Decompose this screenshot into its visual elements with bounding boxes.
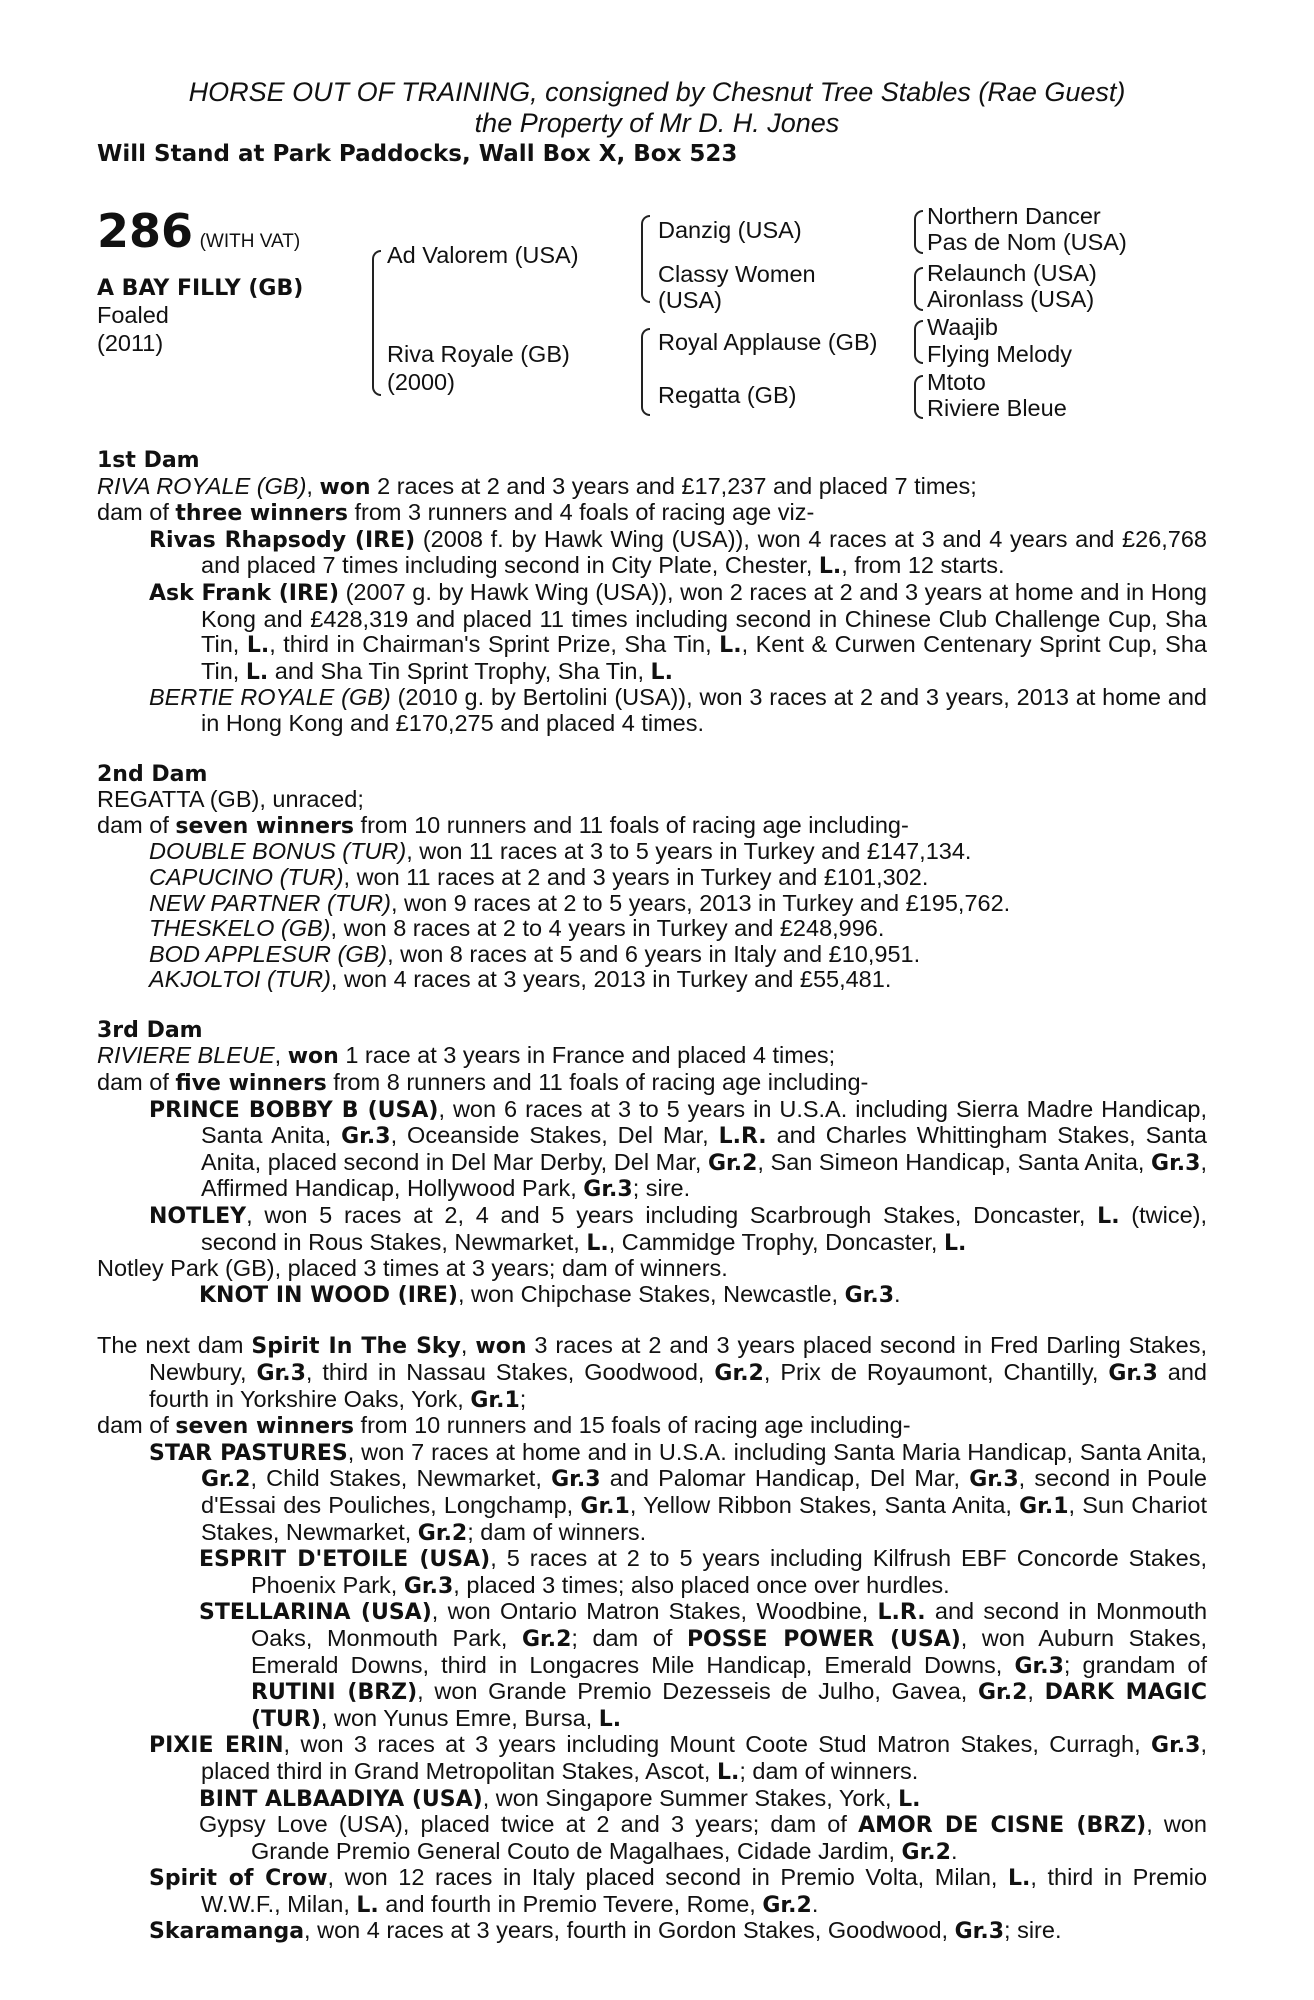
sss: Northern Dancer: [927, 203, 1101, 229]
dam-dam: Regatta (GB): [658, 382, 797, 408]
produce-entry: Skaramanga, won 4 races at 3 years, fourth in Gordon Stakes, Goodwood, Gr.3; sire.: [149, 1917, 1062, 1945]
produce-entry: Notley Park (GB), placed 3 times at 3 years; dam of winners.: [97, 1255, 728, 1282]
produce-entry: NEW PARTNER (TUR), won 9 races at 2 to 5 years, 2013 in Turkey and £195,762.: [149, 889, 1011, 916]
catalogue-body: [97, 448, 1207, 1970]
grand-produce-entry: KNOT IN WOOD (IRE), won Chipchase Stakes, Newcastle, Gr.3.: [199, 1280, 901, 1308]
produce-entry: Ask Frank (IRE) (2007 g. by Hawk Wing (USA)), won 2 races at 2 and 3 years at home and in Hong Kong and £428,319 and placed 11 times including second in Chinese Club Challenge Cup, Sha Tin, L., third in Chairman's Sprint Prize, Sha Tin, L., Kent & Curwen Centenary Sprint Cup, Sha Tin, L. and Sha Tin Sprint Trophy, Sha Tin, L.: [149, 578, 1207, 685]
sire-sire: Danzig (USA): [658, 217, 802, 243]
consignor-line: HORSE OUT OF TRAINING, consigned by Chesnut Tree Stables (Rae Guest): [188, 77, 1126, 107]
first-dam-section: [97, 448, 1207, 737]
sire-dam-line2: (USA): [658, 287, 722, 313]
dds: Mtoto: [927, 369, 986, 395]
grand-produce-entry: BINT ALBAADIYA (USA), won Singapore Summer Stakes, York, L.: [199, 1784, 921, 1812]
brace-dd-parents: [914, 375, 923, 419]
produce-entry: Spirit of Crow, won 12 races in Italy placed second in Premio Volta, Milan, L., third in Premio W.W.F., Milan, L. and fourth in Premio Tevere, Rome, Gr.2.: [149, 1864, 1208, 1918]
lot-number: 286: [97, 204, 194, 258]
dam-year: (2000): [387, 369, 455, 395]
second-dam-record: REGATTA (GB), unraced;: [97, 786, 364, 813]
first-dam-record: RIVA ROYALE (GB), won 2 races at 2 and 3 years and £17,237 and placed 7 times;: [97, 472, 977, 500]
produce-entry: AKJOLTOI (TUR), won 4 races at 3 years, 2013 in Turkey and £55,481.: [149, 966, 892, 993]
dss: Waajib: [927, 314, 998, 340]
foaled-label: Foaled: [97, 302, 169, 328]
grand-produce-entry: STELLARINA (USA), won Ontario Matron Stakes, Woodbine, L.R. and second in Monmouth Oaks, Monmouth Park, Gr.2; dam of POSSE POWER (USA), won Auburn Stakes, Emerald Downs, third in Longacres Mile Handicap, Emerald Downs, Gr.3; grandam of RUTINI (BRZ), won Grande Premio Dezesseis de Julho, Gavea, Gr.2, DARK MAGIC (TUR), won Yunus Emre, Bursa, L.: [199, 1598, 1208, 1732]
second-dam-produce-summary: dam of seven winners from 10 runners and 11 foals of racing age including-: [97, 811, 909, 839]
produce-entry: Rivas Rhapsody (IRE) (2008 f. by Hawk Wing (USA)), won 4 races at 3 and 4 years and £26,768 and placed 7 times including second in City Plate, Chester, L., from 12 starts.: [149, 525, 1207, 580]
sire-dam-line1: Classy Women: [658, 261, 816, 287]
produce-entry: NOTLEY, won 5 races at 2, 4 and 5 years including Scarbrough Stakes, Doncaster, L. (twice), second in Rous Stakes, Newmarket, L., Cammidge Trophy, Doncaster, L.: [149, 1202, 1207, 1256]
foaled-year: (2011): [97, 330, 164, 356]
stand-location: Will Stand at Park Paddocks, Wall Box X, Box 523: [97, 141, 738, 167]
next-dam-record: The next dam Spirit In The Sky, won 3 races at 2 and 3 years placed second in Fred Darling Stakes, Newbury, Gr.3, third in Nassau Stakes, Goodwood, Gr.2, Prix de Royaumont, Chantilly, Gr.3 and fourth in Yorkshire Oaks, York, Gr.1;: [97, 1332, 1207, 1413]
produce-entry: BOD APPLESUR (GB), won 8 races at 5 and 6 years in Italy and £10,951.: [149, 940, 921, 967]
vat-note: (WITH VAT): [199, 231, 301, 252]
produce-entry: DOUBLE BONUS (TUR), won 11 races at 3 to 5 years in Turkey and £147,134.: [149, 838, 972, 865]
produce-entry: CAPUCINO (TUR), won 11 races at 2 and 3 years in Turkey and £101,302.: [149, 863, 929, 890]
grand-produce-entry: ESPRIT D'ETOILE (USA), 5 races at 2 to 5 years including Kilfrush EBF Concorde Stakes, Phoenix Park, Gr.3, placed 3 times; also placed once over hurdles.: [199, 1545, 1207, 1599]
dam-sire: Royal Applause (GB): [658, 329, 878, 355]
produce-entry: THESKELO (GB), won 8 races at 2 to 4 years in Turkey and £248,996.: [149, 915, 885, 942]
third-dam-record: RIVIERE BLEUE, won 1 race at 3 years in France and placed 4 times;: [97, 1042, 836, 1070]
produce-entry: PRINCE BOBBY B (USA), won 6 races at 3 to 5 years in U.S.A. including Sierra Madre Handicap, Santa Anita, Gr.3, Oceanside Stakes, Del Mar, L.R. and Charles Whittingham Stakes, Santa Anita, placed second in Del Mar Derby, Del Mar, Gr.2, San Simeon Handicap, Santa Anita, Gr.3, Affirmed Handicap, Hollywood Park, Gr.3; sire.: [149, 1095, 1208, 1203]
brace-ss-parents: [914, 210, 923, 254]
ssd: Pas de Nom (USA): [927, 229, 1127, 255]
dam: Riva Royale (GB): [387, 341, 570, 367]
third-dam-heading: 3rd Dam: [97, 1017, 203, 1043]
property-line: the Property of Mr D. H. Jones: [474, 108, 840, 138]
sdd: Aironlass (USA): [927, 286, 1095, 312]
brace-dam-parents: [641, 328, 650, 416]
grand-produce-entry: Gypsy Love (USA), placed twice at 2 and 3 years; dam of AMOR DE CISNE (BRZ), won Grande Premio General Couto de Magalhaes, Cidade Jardim, Gr.2.: [199, 1811, 1208, 1865]
sds: Relaunch (USA): [927, 260, 1097, 286]
next-dam-section: [97, 1333, 1207, 1945]
third-dam-produce-summary: dam of five winners from 8 runners and 11 foals of racing age including-: [97, 1069, 869, 1097]
second-dam-section: [97, 762, 1207, 993]
sire: Ad Valorem (USA): [387, 242, 579, 268]
brace-sire-dam: [372, 250, 381, 396]
brace-sd-parents: [914, 267, 923, 311]
first-dam-produce-summary: dam of three winners from 3 runners and 4 foals of racing age viz-: [97, 499, 815, 527]
ddd: Riviere Bleue: [927, 395, 1067, 421]
lot-number-row: [97, 204, 301, 258]
produce-entry: STAR PASTURES, won 7 races at home and in U.S.A. including Santa Maria Handicap, Santa Anita, Gr.2, Child Stakes, Newmarket, Gr.3 and Palomar Handicap, Del Mar, Gr.3, second in Poule d'Essai des Pouliches, Longchamp, Gr.1, Yellow Ribbon Stakes, Santa Anita, Gr.1, Sun Chariot Stakes, Newmarket, Gr.2; dam of winners.: [149, 1438, 1207, 1546]
dsd: Flying Melody: [927, 341, 1072, 367]
brace-sire-parents: [641, 215, 650, 303]
first-dam-heading: 1st Dam: [97, 448, 200, 473]
horse-name: A BAY FILLY (GB): [97, 276, 304, 301]
third-dam-section: [97, 1018, 1207, 1309]
second-dam-heading: 2nd Dam: [97, 761, 208, 787]
next-dam-produce-summary: dam of seven winners from 10 runners and 15 foals of racing age including-: [97, 1412, 911, 1440]
produce-entry: PIXIE ERIN, won 3 races at 3 years including Mount Coote Stud Matron Stakes, Curragh, Gr.3, placed third in Grand Metropolitan Stakes, Ascot, L.; dam of winners.: [149, 1731, 1207, 1785]
produce-entry: BERTIE ROYALE (GB) (2010 g. by Bertolini (USA)), won 3 races at 2 and 3 years, 2013 at home and in Hong Kong and £170,275 and placed 4 times.: [149, 684, 1207, 736]
brace-ds-parents: [914, 320, 923, 364]
